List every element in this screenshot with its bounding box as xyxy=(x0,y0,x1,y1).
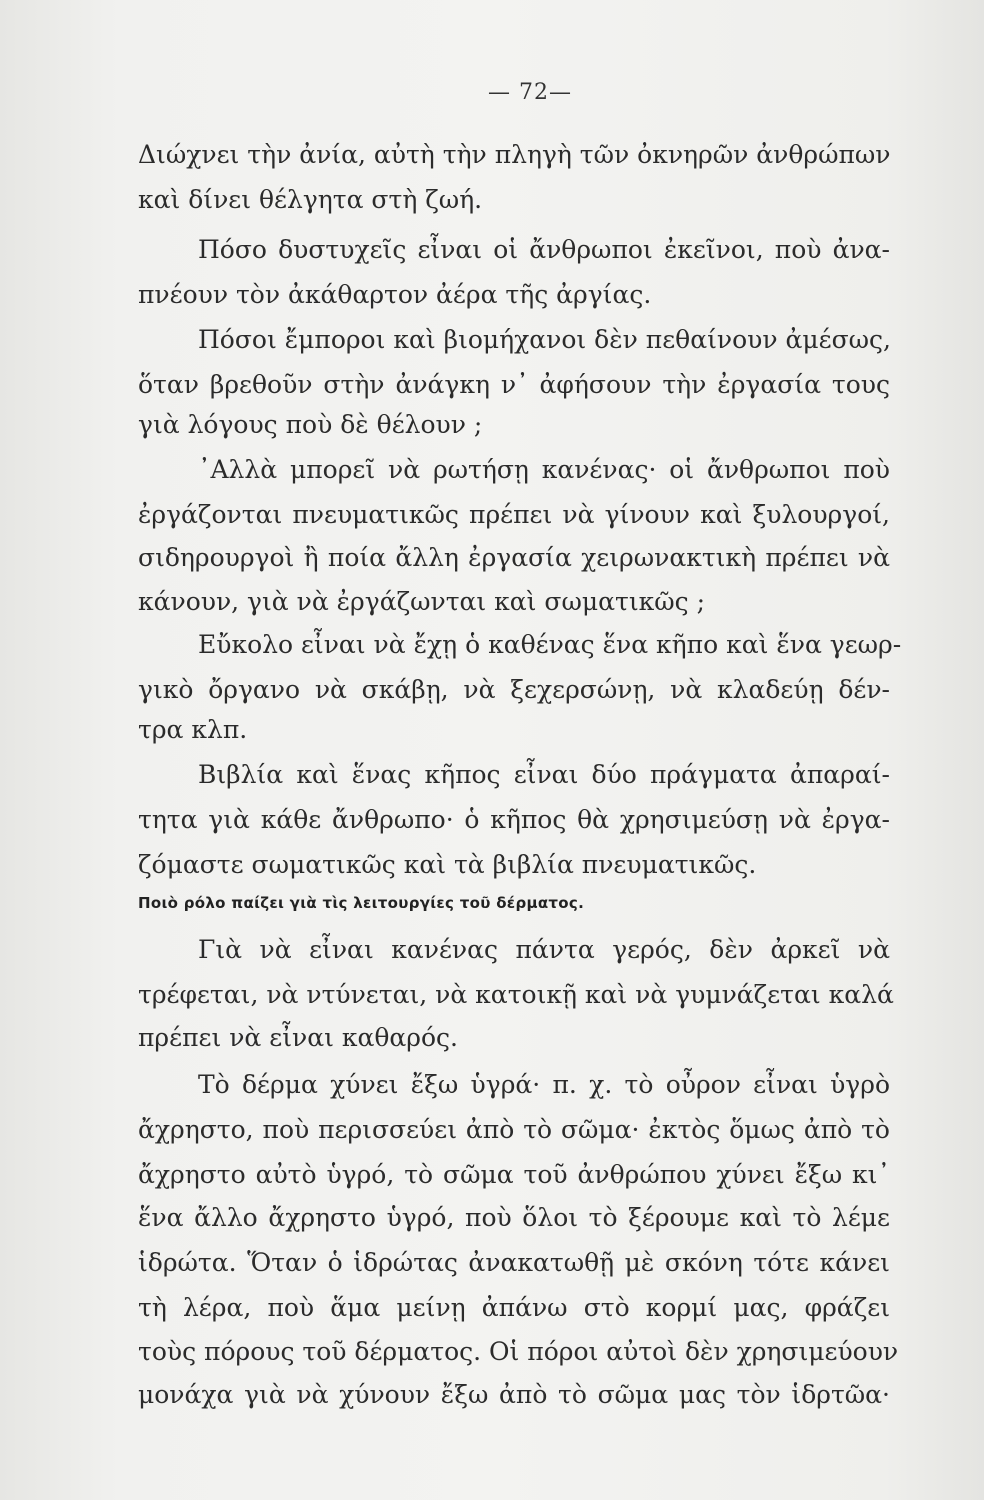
text-line: ἄχρηστο αὐτὸ ὑγρό, τὸ σῶμα τοῦ ἀνθρώπου χύνει ἔξω κι᾽ xyxy=(138,1160,890,1189)
text-line: τρα κλπ. xyxy=(138,715,248,744)
text-line: ὅταν βρεθοῦν στὴν ἀνάγκη ν᾽ ἀφήσουν τὴν ἐργασία τους xyxy=(138,370,890,399)
page-number: — 72— xyxy=(488,80,572,105)
text-line: πνέουν τὸν ἀκάθαρτον ἀέρα τῆς ἀργίας. xyxy=(138,280,652,309)
text-line: Πόσοι ἔμποροι καὶ βιομήχανοι δὲν πεθαίνουν ἀμέσως, xyxy=(198,325,891,354)
text-line: καὶ δίνει θέλγητα στὴ ζωή. xyxy=(138,185,483,214)
text-line: κάνουν, γιὰ νὰ ἐργάζωνται καὶ σωματικῶς ; xyxy=(138,587,706,616)
text-line: Διώχνει τὴν ἀνία, αὐτὴ τὴν πληγὴ τῶν ὀκνηρῶν ἀνθρώπων xyxy=(138,140,891,169)
text-line: ἕνα ἄλλο ἄχρηστο ὑγρό, ποὺ ὅλοι τὸ ξέρουμε καὶ τὸ λέμε xyxy=(138,1203,890,1232)
text-line: μονάχα γιὰ νὰ χύνουν ἔξω ἀπὸ τὸ σῶμα μας τὸν ἱδρτῶα· xyxy=(138,1380,890,1409)
text-line: Βιβλία καὶ ἕνας κῆπος εἶναι δύο πράγματα ἀπαραί- xyxy=(198,760,890,789)
text-line: ἐργάζονται πνευματικῶς πρέπει νὰ γίνουν καὶ ξυλουργοί, xyxy=(138,500,890,529)
text-line: γικὸ ὄργανο νὰ σκάβῃ, νὰ ξεχερσώνῃ, νὰ κλαδεύῃ δέν- xyxy=(138,675,890,704)
text-line: πρέπει νὰ εἶναι καθαρός. xyxy=(138,1023,458,1052)
text-line: τὴ λέρα, ποὺ ἅμα μείνῃ ἀπάνω στὸ κορμί μας, φράζει xyxy=(138,1293,890,1322)
text-line: ᾽Αλλὰ μπορεῖ νὰ ρωτήσῃ κανένας· οἱ ἄνθρωποι ποὺ xyxy=(198,455,890,484)
text-line: Τὸ δέρμα χύνει ἔξω ὑγρά· π. χ. τὸ οὖρον εἶναι ὑγρὸ xyxy=(198,1070,890,1099)
text-line: ζόμαστε σωματικῶς καὶ τὰ βιβλία πνευματικῶς. xyxy=(138,850,757,879)
text-line: τρέφεται, νὰ ντύνεται, νὰ κατοικῇ καὶ νὰ γυμνάζεται καλά xyxy=(138,980,894,1009)
text-line: ἄχρηστο, ποὺ περισσεύει ἀπὸ τὸ σῶμα· ἐκτὸς ὅμως ἀπὸ τὸ xyxy=(138,1115,890,1144)
text-line: Εὔκολο εἶναι νὰ ἔχῃ ὁ καθένας ἕνα κῆπο καὶ ἕνα γεωρ- xyxy=(198,630,902,659)
text-line: τητα γιὰ κάθε ἄνθρωπο· ὁ κῆπος θὰ χρησιμεύσῃ νὰ ἐργα- xyxy=(138,805,890,834)
section-heading: Ποιὸ ρόλο παίζει γιὰ τὶς λειτουργίες τοῦ δέρματος. xyxy=(138,894,585,912)
text-line: γιὰ λόγους ποὺ δὲ θέλουν ; xyxy=(138,410,483,439)
text-line: Πόσο δυστυχεῖς εἶναι οἱ ἄνθρωποι ἐκεῖνοι, ποὺ ἀνα- xyxy=(198,235,890,264)
text-line: Γιὰ νὰ εἶναι κανένας πάντα γερός, δὲν ἀρκεῖ νὰ xyxy=(198,935,890,964)
text-line: σιδηρουργοὶ ἢ ποία ἄλλη ἐργασία χειρωνακτικὴ πρέπει νὰ xyxy=(138,543,890,572)
text-line: ἱδρώτα. Ὅταν ὁ ἱδρώτας ἀνακατωθῇ μὲ σκόνη τότε κάνει xyxy=(138,1248,890,1277)
text-line: τοὺς πόρους τοῦ δέρματος. Οἱ πόροι αὐτοὶ δὲν χρησιμεύουν xyxy=(138,1337,899,1366)
